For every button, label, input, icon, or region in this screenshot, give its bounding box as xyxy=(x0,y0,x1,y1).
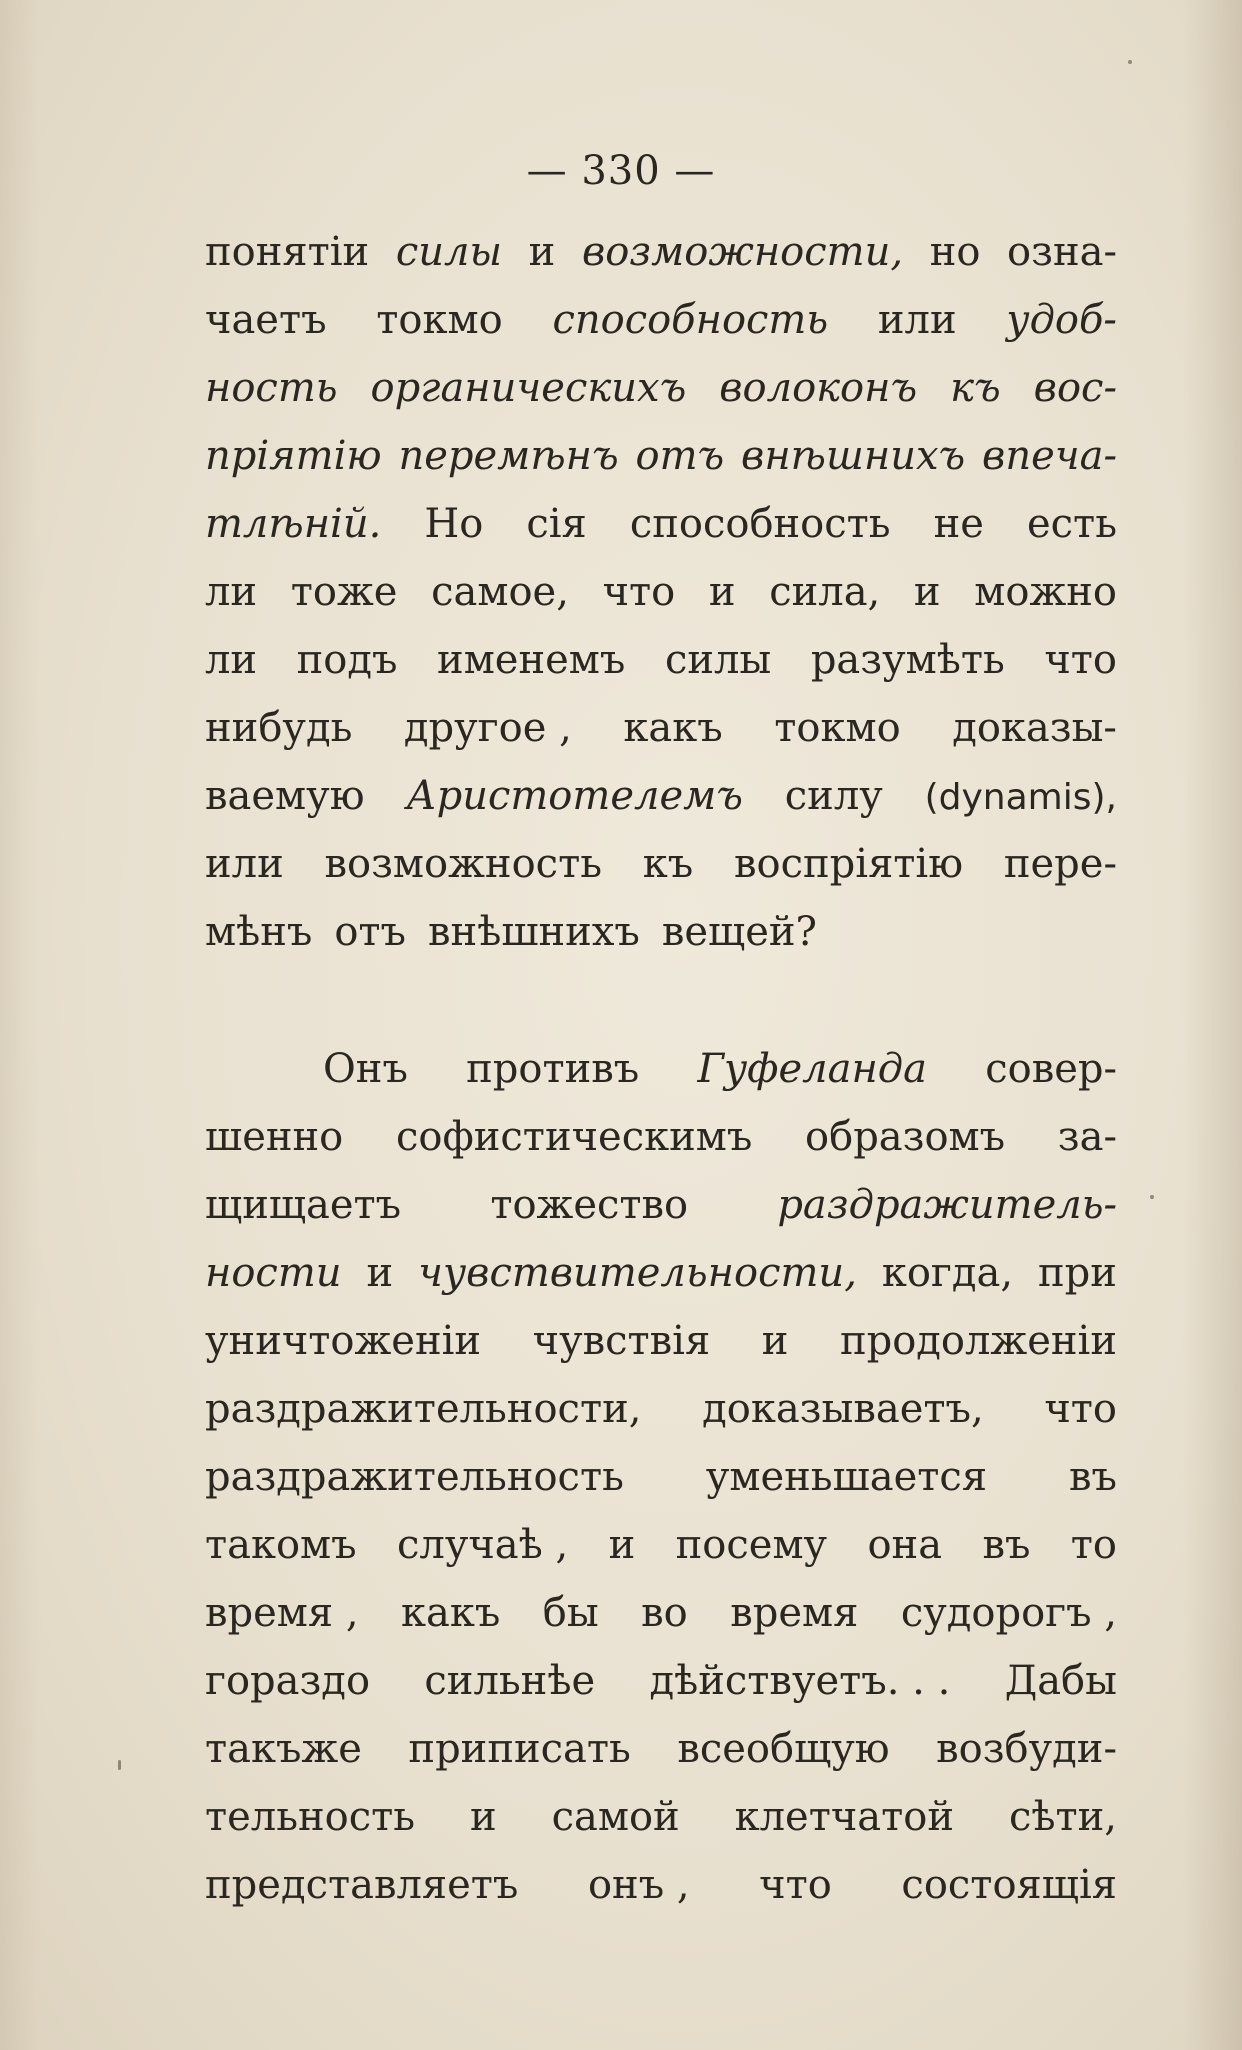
word: такомъ xyxy=(205,1522,357,1568)
word: чувствія xyxy=(532,1318,711,1364)
word: силы xyxy=(664,637,772,683)
word: токмо xyxy=(774,705,901,751)
word: ли xyxy=(205,637,258,683)
word: именемъ xyxy=(437,637,626,683)
word: въ xyxy=(1069,1454,1117,1500)
text-line xyxy=(205,218,1117,286)
word: тоже xyxy=(290,569,398,615)
word: сѣти, xyxy=(1008,1794,1117,1840)
word: способность xyxy=(629,501,891,547)
word: дѣйствуетъ. . . xyxy=(649,1658,951,1704)
word: силы xyxy=(395,229,503,275)
word: чувствительности, xyxy=(418,1250,857,1296)
word: Дабы xyxy=(1004,1658,1117,1704)
word: (dynamis), xyxy=(924,777,1117,818)
word: воспріятію xyxy=(734,841,964,887)
word: ваемую xyxy=(205,773,365,819)
text-line xyxy=(205,1443,1117,1511)
word: но xyxy=(929,229,981,275)
text-line xyxy=(205,286,1117,354)
word: подъ xyxy=(296,637,398,683)
word: и xyxy=(913,569,941,615)
word: токмо xyxy=(376,297,503,343)
word: другое , xyxy=(403,705,572,751)
word: и xyxy=(469,1794,497,1840)
word: вещей? xyxy=(661,909,817,955)
word: понятіи xyxy=(205,229,370,275)
word: бы xyxy=(542,1590,599,1636)
word: внѣшнихъ xyxy=(428,909,640,955)
word: она xyxy=(867,1522,943,1568)
word: раздражительность xyxy=(205,1454,624,1500)
word: что xyxy=(759,1862,832,1908)
word: когда, xyxy=(881,1250,1014,1296)
word: силу xyxy=(784,773,883,819)
word: разумѣть xyxy=(810,637,1005,683)
word: и xyxy=(528,229,556,275)
word: можно xyxy=(974,569,1117,615)
text-line xyxy=(205,1715,1117,1783)
word: чаетъ xyxy=(205,297,327,343)
word: Гуфеланда xyxy=(697,1046,927,1092)
word: раздражительности, xyxy=(205,1386,642,1432)
word: такъже xyxy=(205,1726,362,1772)
word: волоконъ xyxy=(719,365,918,411)
word: время xyxy=(730,1590,859,1636)
word: тельность xyxy=(205,1794,416,1840)
word: образомъ xyxy=(805,1114,1006,1160)
word: судорогъ , xyxy=(900,1590,1117,1636)
word: органическихъ xyxy=(370,365,687,411)
word: пере- xyxy=(1003,841,1117,887)
word: мѣнъ xyxy=(205,909,313,955)
word: Онъ xyxy=(323,1046,408,1092)
word: какъ xyxy=(623,705,723,751)
text-line xyxy=(205,558,1117,626)
text-line xyxy=(205,1783,1117,1851)
word: раздражитель- xyxy=(777,1182,1117,1228)
word: состоящія xyxy=(901,1862,1117,1908)
word: нибудь xyxy=(205,705,353,751)
text-line xyxy=(205,626,1117,694)
word: къ xyxy=(642,841,694,887)
word: всеобщую xyxy=(677,1726,890,1772)
word: въ xyxy=(982,1522,1031,1568)
word: что xyxy=(1044,637,1117,683)
word: отъ xyxy=(334,909,407,955)
word: удоб- xyxy=(1006,297,1117,343)
word: внѣшнихъ xyxy=(741,433,966,479)
text-line xyxy=(205,898,1117,966)
text-line xyxy=(205,1851,1117,1919)
word: и xyxy=(608,1522,636,1568)
word: гораздо xyxy=(205,1658,371,1704)
paper-speck xyxy=(1128,60,1132,64)
word: представляетъ xyxy=(205,1862,519,1908)
word: что xyxy=(602,569,676,615)
word: Аристотелемъ xyxy=(406,773,743,819)
word: совер- xyxy=(985,1046,1117,1092)
paper-speck xyxy=(1150,1195,1154,1199)
word: вос- xyxy=(1033,365,1117,411)
text-line xyxy=(205,1579,1117,1647)
word: щищаетъ xyxy=(205,1182,402,1228)
word: возможность xyxy=(324,841,602,887)
text-line xyxy=(205,422,1117,490)
word: какъ xyxy=(401,1590,501,1636)
word: тожество xyxy=(490,1182,689,1228)
paragraph-1 xyxy=(205,218,1117,966)
word: тлѣній. xyxy=(205,501,382,547)
word: доказываетъ, xyxy=(702,1386,984,1432)
word: сила, xyxy=(769,569,881,615)
word: случаѣ , xyxy=(397,1522,569,1568)
word: самой xyxy=(551,1794,680,1840)
word: шенно xyxy=(205,1114,344,1160)
text-line xyxy=(205,1103,1117,1171)
word: во xyxy=(641,1590,688,1636)
word: онъ , xyxy=(587,1862,690,1908)
paragraph-2 xyxy=(205,1035,1117,1919)
word: и xyxy=(366,1250,394,1296)
word: къ xyxy=(950,365,1001,411)
word: возможности, xyxy=(581,229,904,275)
text-line xyxy=(205,1171,1117,1239)
text-line xyxy=(205,490,1117,558)
word: сія xyxy=(526,501,587,547)
text-line xyxy=(205,1647,1117,1715)
word: и xyxy=(761,1318,789,1364)
text-line xyxy=(205,830,1117,898)
word: самое, xyxy=(431,569,569,615)
word: способность xyxy=(552,297,829,343)
word: посему xyxy=(675,1522,828,1568)
paper-speck xyxy=(118,1760,121,1770)
word: время , xyxy=(205,1590,359,1636)
word: продолженіи xyxy=(839,1318,1117,1364)
word: не xyxy=(933,501,984,547)
word: противъ xyxy=(466,1046,640,1092)
text-line xyxy=(205,1511,1117,1579)
word: и xyxy=(708,569,736,615)
word: отъ xyxy=(635,433,725,479)
page-number: — 330 — xyxy=(526,148,716,194)
word: что xyxy=(1044,1386,1117,1432)
text-line xyxy=(205,762,1117,830)
word: уничтоженіи xyxy=(205,1318,482,1364)
word: или xyxy=(877,297,957,343)
word: доказы- xyxy=(952,705,1117,751)
text-line xyxy=(205,1307,1117,1375)
word: озна- xyxy=(1007,229,1117,275)
word: то xyxy=(1070,1522,1117,1568)
word: впеча- xyxy=(982,433,1117,479)
word: перемѣнъ xyxy=(398,433,619,479)
word: ность xyxy=(205,365,338,411)
word: софистическимъ xyxy=(395,1114,753,1160)
word: клетчатой xyxy=(734,1794,955,1840)
word: за- xyxy=(1057,1114,1117,1160)
word: пріятію xyxy=(205,433,382,479)
page-left-edge-shadow xyxy=(0,0,40,2050)
text-line xyxy=(205,1239,1117,1307)
word: возбуди- xyxy=(936,1726,1117,1772)
text-line xyxy=(205,354,1117,422)
word: уменьшается xyxy=(705,1454,988,1500)
word: приписать xyxy=(408,1726,631,1772)
word: Но xyxy=(424,501,484,547)
page-spine-shadow xyxy=(1182,0,1242,2050)
text-line xyxy=(205,1035,1117,1103)
text-line xyxy=(205,1375,1117,1443)
word: есть xyxy=(1026,501,1117,547)
word: при xyxy=(1038,1250,1117,1296)
word: или xyxy=(205,841,284,887)
word: ности xyxy=(205,1250,342,1296)
text-line xyxy=(205,694,1117,762)
word: ли xyxy=(205,569,258,615)
word: сильнѣе xyxy=(424,1658,596,1704)
